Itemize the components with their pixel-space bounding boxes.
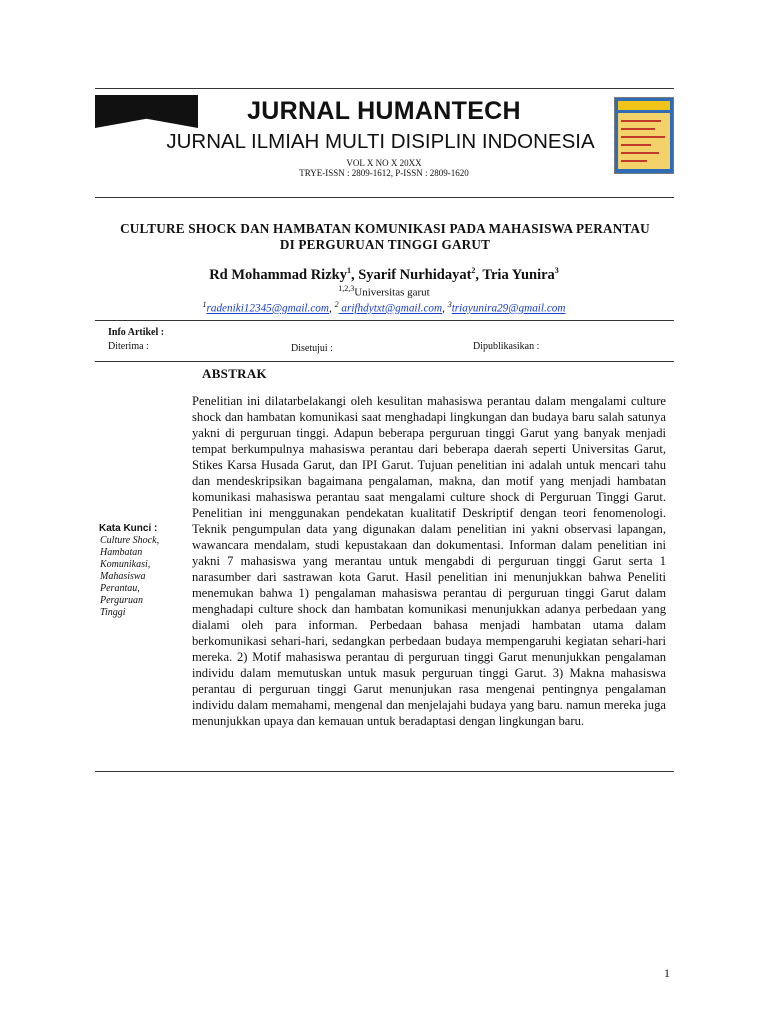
info-top-rule: [95, 320, 674, 321]
journal-issn: TRYE-ISSN : 2809-1612, P-ISSN : 2809-1620: [299, 168, 469, 178]
keyword-line: Mahasiswa: [100, 571, 146, 582]
top-rule: [95, 88, 674, 89]
author-name: Syarif Nurhidayat: [358, 266, 472, 283]
keyword-line: Tinggi: [100, 607, 126, 618]
info-bottom-rule: [95, 361, 674, 362]
journal-volume: VOL X NO X 20XX: [346, 158, 422, 168]
abstract-body: Penelitian ini dilatarbelakangi oleh kesulitan mahasiswa perantau dalam mengalami culture shock dan hambatan komunikasi saat menghadapi lingkungan dan budaya baru salah satunya yakni di perguruan tinggi. Adapun beberapa perguruan tinggi Garut yang banyak menjadi tempat berkumpulnya mahasiswa perantau dari beberapa daerah seperti Universitas Garut, Stikes Karsa Husada Garut, dan IPI Garut. Tujuan penelitian ini adalah untuk mencari tahu dan mendeskripsikan bagaimana pengalaman, makna, dan motif yang menjadi hambatan komunikasi mahasiswa perantau saat mengalami culture shock di Perguruan Tinggi Garut. Penelitian ini menggunakan pendekatan kualitatif Deskriptif dengan teori fenomenologi. Teknik pengumpulan data yang digunakan dalam penelitian ini yakni observasi lapangan, wawancara mendalam, studi kepustakaan dan dokumentasi. Informan dalam penelitian ini yakni 7 mahasiswa yang merantau untuk mengabdi di perguruan tinggi Garut serta 1 narasumber dari sastrawan kota Garut. Hasil penelitian ini menunjukkan bahwa Peneliti menemukan bahwa 1) pengalaman mahasiswa perantau di perguruan tinggi Garut dalam menghadapi culture shock dan hambatan komunikasi menunjukkan adanya perbedaan yang dialami oleh para informan. Perbedaan bahasa menjadi hambatan utama dalam berkomunikasi sehari-hari, sedangkan perbedaan budaya mempengaruhi kegiatan sehari-hari mereka. 2) Motif mahasiswa perantau di perguruan tinggi Garut menunjukkan pengalaman individu dalam memutuskan untuk masuk perguruan tinggi Garut. 3) Makna mahasiswa perantau di perguruan tinggi Garut menunjukan rasa mengenai pentingnya pengalaman individu dalam memahami, mengenal dan menjelajahi budaya yang baru. namun mereka juga menunjukkan upaya dan kemauan untuk beradaptasi dengan lingkungan baru.: [192, 394, 666, 728]
author-list: Rd Mohammad Rizky$^1$, Syarif Nurhidayat$^2$, Tria Yunira$^3$: [209, 266, 559, 283]
keywords-heading: Kata Kunci :: [99, 523, 158, 534]
abstract-heading: ABSTRAK: [202, 366, 267, 381]
author-email-link[interactable]: arifhdytxt@gmail.com: [338, 302, 443, 315]
affiliation: [0, 284, 768, 299]
keyword-line: Perguruan: [100, 595, 143, 606]
paper-title-line2: DI PERGURUAN TINGGI GARUT: [279, 237, 491, 252]
keyword-line: Hambatan: [100, 547, 143, 558]
keyword-line: Culture Shock,: [100, 535, 160, 546]
keyword-line: Perantau,: [100, 583, 140, 594]
author-email-link[interactable]: triayunira29@gmail.com: [451, 302, 566, 315]
approved-label: Disetujui :: [291, 343, 333, 354]
author-superscript: 2: [471, 266, 476, 275]
page-number: 1: [664, 966, 670, 980]
received-label: Diterima :: [108, 341, 149, 352]
info-artikel-label: Info Artikel :: [108, 327, 165, 338]
paper-title: [96, 221, 674, 253]
author-superscript: 3: [554, 266, 559, 275]
email-list: $^1$radeniki12345@gmail.com, $^2$ arifhdytxt@gmail.com, $^3$triayunira29@gmail.com: [202, 300, 566, 315]
author-email-link[interactable]: radeniki12345@gmail.com: [206, 302, 329, 315]
keyword-line: Komunikasi,: [100, 559, 151, 570]
paper-title-line1: CULTURE SHOCK DAN HAMBATAN KOMUNIKASI PADA MAHASISWA PERANTAU: [120, 221, 650, 236]
author-name: Tria Yunira: [482, 266, 555, 283]
published-label: Dipublikasikan :: [473, 341, 540, 352]
abstract-bottom-rule: [95, 771, 674, 772]
header-bottom-rule: [95, 197, 674, 198]
keywords-list: [100, 535, 180, 619]
author-name: Rd Mohammad Rizky: [209, 266, 347, 283]
journal-subtitle: JURNAL ILMIAH MULTI DISIPLIN INDONESIA: [166, 130, 595, 153]
affiliation-superscript: 1,2,3: [338, 284, 355, 293]
affiliation-name: Universitas garut: [354, 286, 430, 299]
author-superscript: 1: [346, 266, 351, 275]
journal-title: JURNAL HUMANTECH: [247, 97, 521, 125]
